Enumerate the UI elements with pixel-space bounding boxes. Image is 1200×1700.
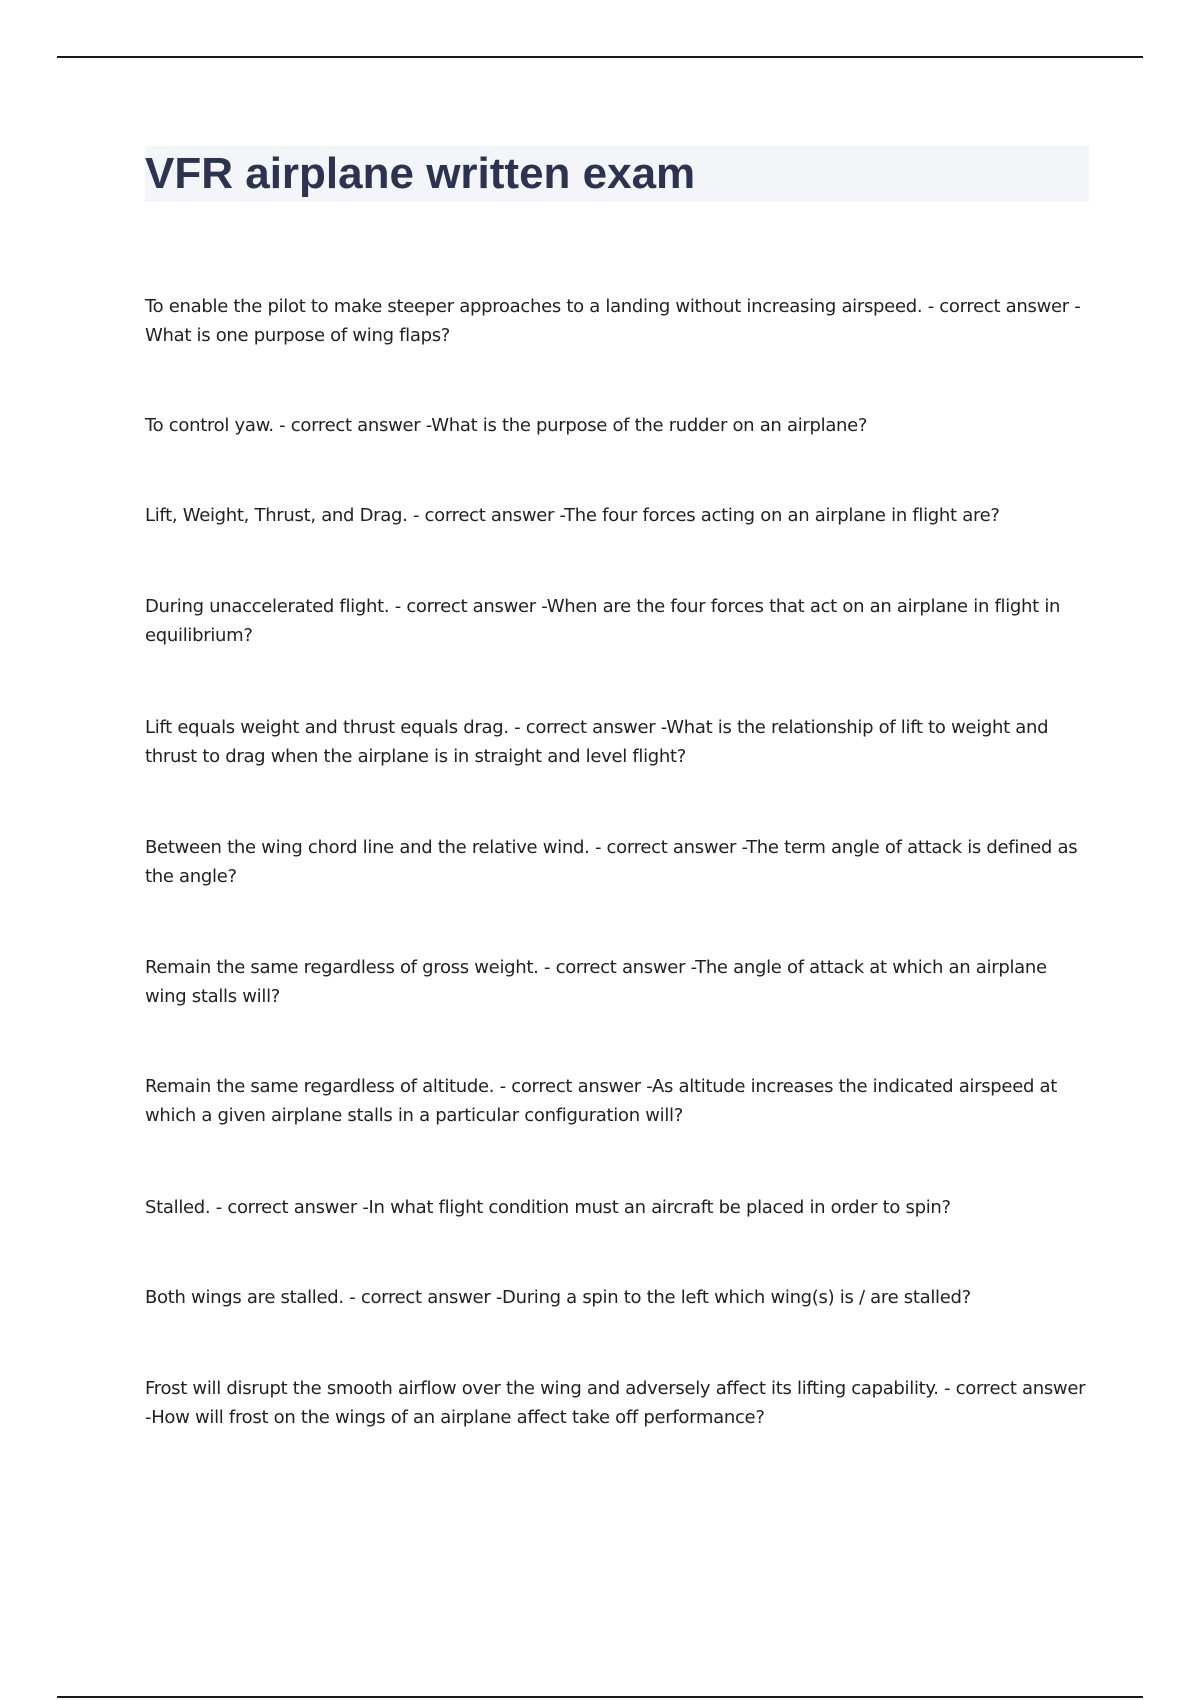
qa-item: Remain the same regardless of altitude. - correct answer -As altitude increases the indicated airspeed at which a given airplane stalls in a particular configuration will? (145, 1076, 1058, 1126)
qa-item: Both wings are stalled. - correct answer -During a spin to the left which wing(s) is / are stalled? (145, 1287, 971, 1308)
qa-item: To control yaw. - correct answer -What is the purpose of the rudder on an airplane? (145, 415, 868, 436)
qa-item: Between the wing chord line and the relative wind. - correct answer -The term angle of attack is defined as the angle? (145, 837, 1078, 887)
top-rule (57, 56, 1143, 58)
qa-item: Remain the same regardless of gross weight. - correct answer -The angle of attack at which an airplane wing stalls will? (145, 957, 1047, 1007)
qa-item: Lift equals weight and thrust equals drag. - correct answer -What is the relationship of lift to weight and thrust to drag when the airplane is in straight and level flight? (145, 717, 1049, 767)
qa-item: During unaccelerated flight. - correct answer -When are the four forces that act on an airplane in flight in equilibrium? (145, 596, 1061, 646)
qa-item: Frost will disrupt the smooth airflow over the wing and adversely affect its lifting capability. - correct answer -How will frost on the wings of an airplane affect take off performance? (145, 1378, 1086, 1428)
qa-item: Stalled. - correct answer -In what flight condition must an aircraft be placed in order to spin? (145, 1197, 951, 1218)
bottom-rule (57, 1696, 1143, 1698)
qa-item: Lift, Weight, Thrust, and Drag. - correct answer -The four forces acting on an airplane in flight are? (145, 505, 1000, 526)
qa-item: To enable the pilot to make steeper approaches to a landing without increasing airspeed. - correct answer -What is one purpose of wing flaps? (145, 296, 1081, 346)
page-title: VFR airplane written exam (145, 149, 696, 198)
